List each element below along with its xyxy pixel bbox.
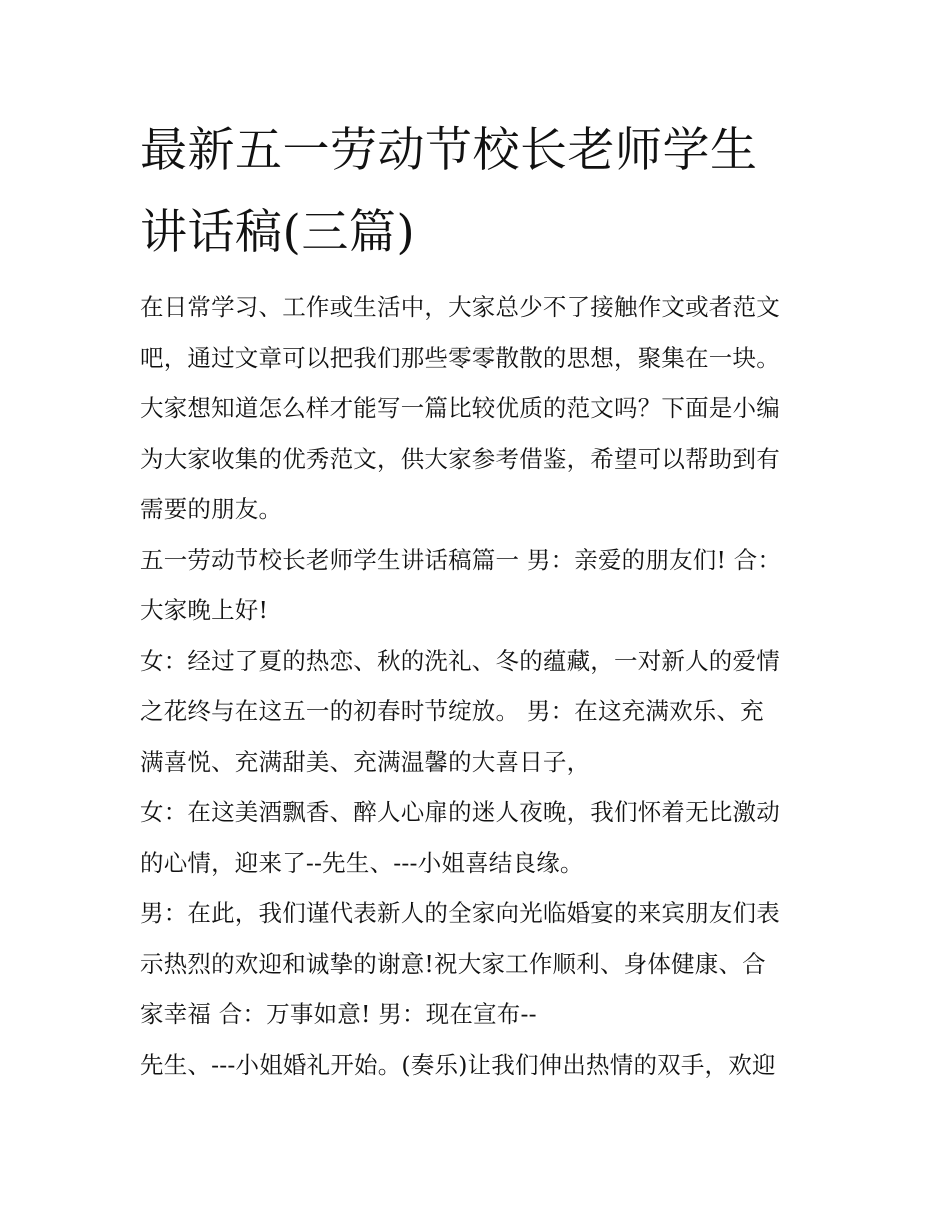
body-line: 女：在这美酒飘香、醉人心扉的迷人夜晚，我们怀着无比激动 (140, 798, 780, 826)
body-line: 之花终与在这五一的初春时节绽放。 男：在这充满欢乐、充 (140, 697, 764, 725)
body-line: 男：在此，我们谨代表新人的全家向光临婚宴的来宾朋友们表 (140, 899, 780, 927)
body-line: 为大家收集的优秀范文，供大家参考借鉴，希望可以帮助到有 (140, 444, 780, 473)
body-line: 需要的朋友。 (140, 495, 283, 523)
document-body (140, 282, 820, 1090)
body-line: 先生、---小姐婚礼开始。(奏乐)让我们伸出热情的双手，欢迎 (140, 1050, 776, 1079)
document-title (140, 110, 820, 274)
body-line: 家幸福 合：万事如意! 男：现在宣布-- (140, 1000, 537, 1028)
body-line: 的心情，迎来了--先生、---小姐喜结良缘。 (140, 848, 584, 877)
body-line: 在日常学习、工作或生活中，大家总少不了接触作文或者范文 (140, 293, 780, 321)
title-line: 讲话稿(三篇) (140, 205, 416, 260)
body-line: 示热烈的欢迎和诚挚的谢意!祝大家工作顺利、身体健康、合 (140, 949, 766, 978)
document-page (140, 110, 820, 1090)
body-line: 女：经过了夏的热恋、秋的洗礼、冬的蕴藏，一对新人的爱情 (140, 646, 780, 675)
body-line: 满喜悦、充满甜美、充满温馨的大喜日子， (140, 747, 591, 776)
title-line: 最新五一劳动节校长老师学生 (140, 123, 758, 178)
body-line: 大家晚上好! (140, 596, 269, 624)
body-line: 五一劳动节校长老师学生讲话稿篇一 男：亲爱的朋友们! 合： (140, 545, 782, 574)
body-line: 吧，通过文章可以把我们那些零零散散的思想，聚集在一块。 (140, 343, 780, 372)
body-line: 大家想知道怎么样才能写一篇比较优质的范文吗？下面是小编 (140, 394, 780, 422)
